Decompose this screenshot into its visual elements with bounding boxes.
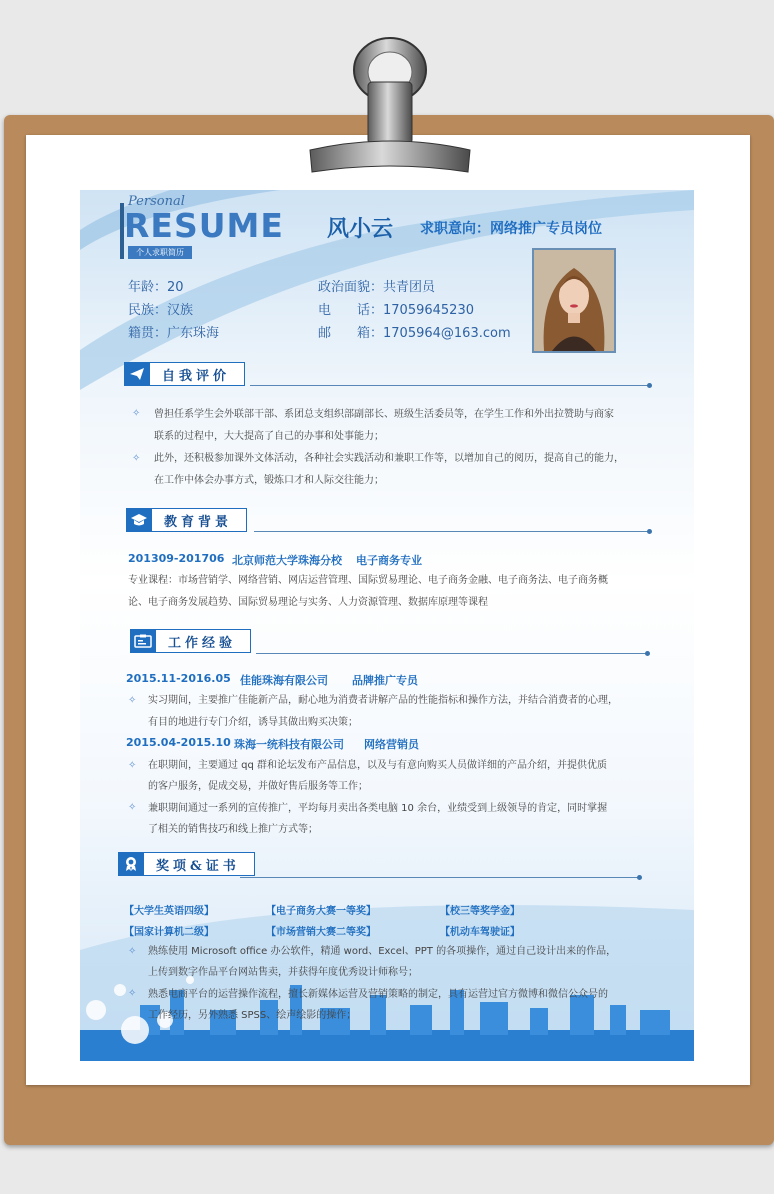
divider (256, 653, 646, 654)
self-eval-line: 联系的过程中，大大提高了自己的办事和处事能力； (154, 431, 384, 442)
award-ribbon-icon (118, 852, 144, 876)
job2-role: 网络营销员 (364, 738, 419, 751)
section-awards (118, 852, 255, 876)
self-eval-line: 此外，还积极参加课外文体活动，各种社会实践活动和兼职工作等，以增加自己的阅历，提高自己的能力， (154, 453, 624, 464)
resume-subtitle: 个人求职简历 (128, 246, 192, 259)
edu-school: 北京师范大学珠海分校 (232, 554, 342, 567)
bullet-icon: ✧ (128, 760, 137, 771)
edu-major: 电子商务专业 (356, 554, 422, 567)
cert-item: 【市场营销大赛二等奖】 (266, 927, 376, 938)
edu-period: 201309-201706 (128, 552, 225, 565)
edu-courses: 论、电子商务发展趋势、国际贸易理论与实务、人力资源管理、数据库原理等课程 (128, 597, 488, 608)
id-card-icon (130, 629, 156, 653)
job1-period: 2015.11-2016.05 (126, 672, 231, 685)
divider (240, 877, 638, 878)
section-self-eval (124, 362, 245, 386)
binder-clip-icon (300, 20, 480, 180)
info-hometown: 籍贯：广东珠海 (128, 326, 220, 341)
job2-desc: 的客户服务，促成交易，并做好售后服务等工作； (148, 781, 368, 792)
skill-desc: 工作经历，另外熟悉 SPSS、绘声绘影的操作； (148, 1010, 357, 1021)
resume-title: RESUME (124, 206, 284, 245)
job2-period: 2015.04-2015.10 (126, 736, 231, 749)
info-ethnicity: 民族：汉族 (128, 303, 194, 318)
paper-plane-icon (124, 362, 150, 386)
cert-item: 【校三等奖学金】 (440, 906, 520, 917)
self-eval-line: 曾担任系学生会外联部干部、系团总支组织部副部长、班级生活委员等，在学生工作和外出拉赞助与商家 (154, 409, 614, 420)
info-age: 年龄：20 (128, 280, 184, 295)
section-label: 奖项&证书 (144, 852, 255, 876)
job1-role: 品牌推广专员 (352, 674, 418, 687)
info-phone: 电 话：17059645230 (318, 303, 474, 318)
resume-page (80, 190, 694, 1061)
job1-desc: 实习期间，主要推广佳能新产品，耐心地为消费者讲解产品的性能指标和操作方法，并结合消费者的心理， (148, 695, 618, 706)
section-label: 教育背景 (152, 508, 247, 532)
candidate-name: 风小云 (327, 217, 394, 242)
job2-company: 珠海一统科技有限公司 (234, 738, 344, 751)
info-political: 政治面貌：共青团员 (318, 280, 436, 295)
profile-photo (532, 248, 616, 353)
job2-desc: 兼职期间通过一系列的宣传推广，平均每月卖出各类电脑 10 余台，业绩受到上级领导的肯定，同时掌握 (148, 803, 608, 814)
divider-dot (647, 529, 652, 534)
info-email: 邮 箱：1705964@163.com (318, 326, 511, 341)
skill-desc: 熟悉电商平台的运营操作流程，擅长新媒体运营及营销策略的制定，具有运营过官方微博和微信公众号的 (148, 989, 608, 1000)
divider-dot (645, 651, 650, 656)
divider (250, 385, 648, 386)
job2-desc: 在职期间，主要通过 qq 群和论坛发布产品信息，以及与有意向购买人员做详细的产品介绍，并提供优质 (148, 760, 608, 771)
section-education (126, 508, 247, 532)
section-work (130, 629, 251, 653)
bullet-icon: ✧ (132, 408, 141, 419)
job-intent: 求职意向：网络推广专员岗位 (420, 221, 602, 237)
section-label: 工作经验 (156, 629, 251, 653)
cert-item: 【大学生英语四级】 (124, 906, 214, 917)
divider-dot (647, 383, 652, 388)
bullet-icon: ✧ (132, 453, 141, 464)
bullet-icon: ✧ (128, 946, 137, 957)
divider-dot (637, 875, 642, 880)
job2-desc: 了相关的销售技巧和线上推广方式等； (148, 824, 318, 835)
graduation-cap-icon (126, 508, 152, 532)
bullet-icon: ✧ (128, 988, 137, 999)
cert-item: 【国家计算机二级】 (124, 927, 214, 938)
skill-desc: 熟练使用 Microsoft office 办公软件，精通 word、Excel、PPT 的各项操作，通过自己设计出来的作品， (148, 946, 617, 957)
cert-item: 【机动车驾驶证】 (440, 927, 520, 938)
personal-script: Personal (128, 194, 185, 209)
skill-desc: 上传到数字作品平台网站售卖，并获得年度优秀设计师称号； (148, 967, 418, 978)
bullet-icon: ✧ (128, 802, 137, 813)
bullet-icon: ✧ (128, 695, 137, 706)
edu-courses: 专业课程：市场营销学、网络营销、网店运营管理、国际贸易理论、电子商务金融、电子商务法、电子商务概 (128, 575, 608, 586)
job1-desc: 有目的地进行专门介绍，诱导其做出购买决策； (148, 717, 358, 728)
divider (254, 531, 648, 532)
section-label: 自我评价 (150, 362, 245, 386)
job1-company: 佳能珠海有限公司 (240, 674, 328, 687)
self-eval-line: 在工作中体会办事方式，锻炼口才和人际交往能力； (154, 475, 384, 486)
cert-item: 【电子商务大赛一等奖】 (266, 906, 376, 917)
